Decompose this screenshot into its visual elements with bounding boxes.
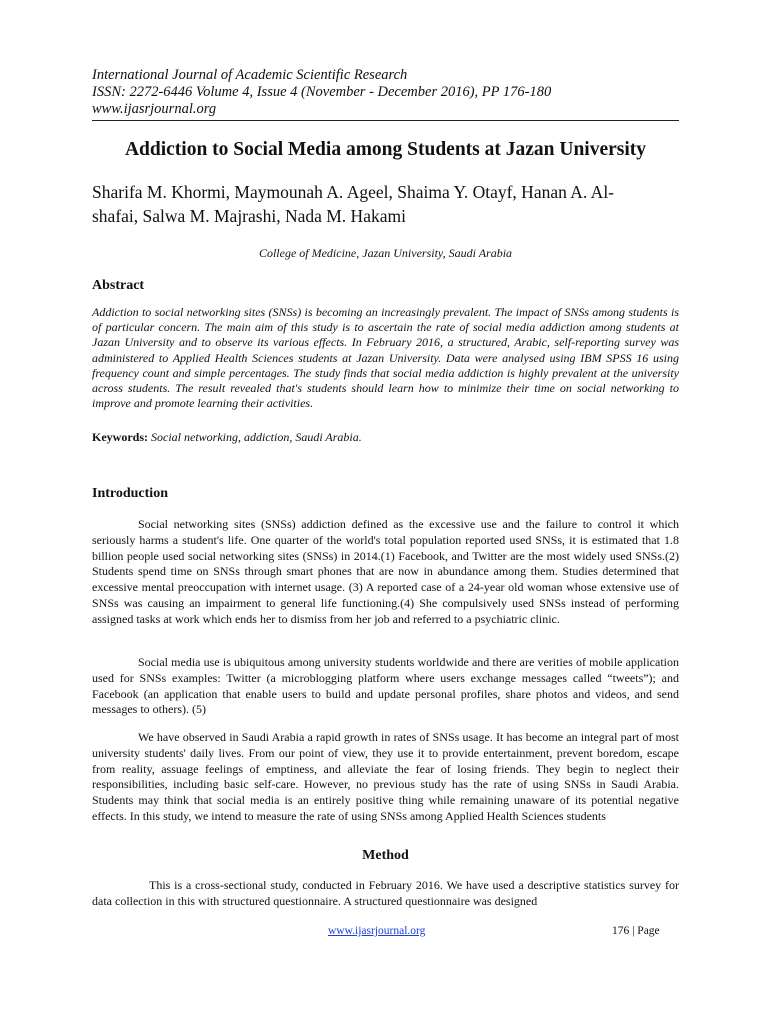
paper-affiliation: College of Medicine, Jazan University, Saudi Arabia [258, 246, 513, 260]
abstract-heading: Abstract [92, 278, 145, 293]
method-heading: Method [362, 848, 409, 863]
introduction-heading: Introduction [92, 486, 168, 501]
introduction-paragraph-1: Social networking sites (SNSs) addiction defined as the excessive use and the failure to control it which seriously harms a student's life. One quarter of the world's total population reported used SNSs, it is estimated that 1.8 billion people used social networking sites (SNSs) in 2014.(1) Facebook, and Twitter are the most widely used SNSs.(2) Students spend time on SNSs through smart phones that are now in abundance among them. Studies determined that excessive mental preoccupation with internet usage. (3) A reported case of a 24-year old woman whose extensive use of SNSs was causing an impairment to general life functioning.(4) She compulsively used SNSs instead of performing assigned tasks at work which ends her to dismiss from her job and referred to a psychiatric clinic. [92, 517, 679, 626]
journal-website: www.ijasrjournal.org [92, 101, 217, 117]
page-number: 176 | Page [612, 925, 660, 937]
introduction-paragraph-3: We have observed in Saudi Arabia a rapid growth in rates of SNSs usage. It has become an integral part of most university students' daily lives. From our point of view, they use it to provide entertainment, prevent boredom, escape from reality, assuage feelings of emptiness, and alleviate the fear of losing friends. They begin to neglect their responsibilities, including basic self-care. However, no previous study has the rate of using SNSs in Saudi Arabia. Students may think that social media is an entirely positive thing while remaining unaware of its potential negative effects. In this study, we intend to measure the rate of using SNSs among Applied Health Sciences students [92, 730, 679, 823]
journal-issn: ISSN: 2272-6446 Volume 4, Issue 4 (November - December 2016), PP 176-180 [92, 84, 552, 100]
footer-website-link[interactable]: www.ijasrjournal.org [328, 925, 426, 937]
abstract-text: Addiction to social networking sites (SNSs) is becoming an increasingly prevalent. The impact of SNSs among students is of particular concern. The main aim of this study is to ascertain the rate of social media addiction among students at Jazan University and to observe its various effects. In February 2016, a structured, Arabic, self-reporting survey was administered to Applied Health Sciences students at Jazan University. Data were analysed using IBM SPSS 16 using frequency count and simple percentages. The study finds that social media addiction is highly prevalent at the university across students. The result revealed that's students should learn how to minimize their time on social networking to improve and promote learning their activities. [92, 305, 679, 411]
header-divider [92, 120, 679, 121]
keywords-label: Keywords: [92, 430, 148, 444]
journal-header [92, 67, 692, 118]
introduction-paragraph-2: Social media use is ubiquitous among university students worldwide and there are verities of mobile application used for SNSs examples: Twitter (a microblogging platform where users exchange messages called “tweets”); and Facebook (an application that enable users to build and update personal profiles, share photos and videos, and send messages to others). (5) [92, 655, 679, 717]
keywords [92, 430, 679, 445]
method-paragraph-1: This is a cross-sectional study, conducted in February 2016. We have used a descriptive statistics survey for data collection in this with structured questionnaire. A structured questionnaire was designed [92, 878, 679, 908]
journal-name: International Journal of Academic Scientific Research [92, 67, 408, 83]
keywords-text: Social networking, addiction, Saudi Arabia. [151, 430, 362, 444]
paper-title: Addiction to Social Media among Students at Jazan University [124, 139, 647, 160]
paper-authors: Sharifa M. Khormi, Maymounah A. Ageel, Shaima Y. Otayf, Hanan A. Al-shafai, Salwa M. Majrashi, Nada M. Hakami [92, 182, 615, 226]
